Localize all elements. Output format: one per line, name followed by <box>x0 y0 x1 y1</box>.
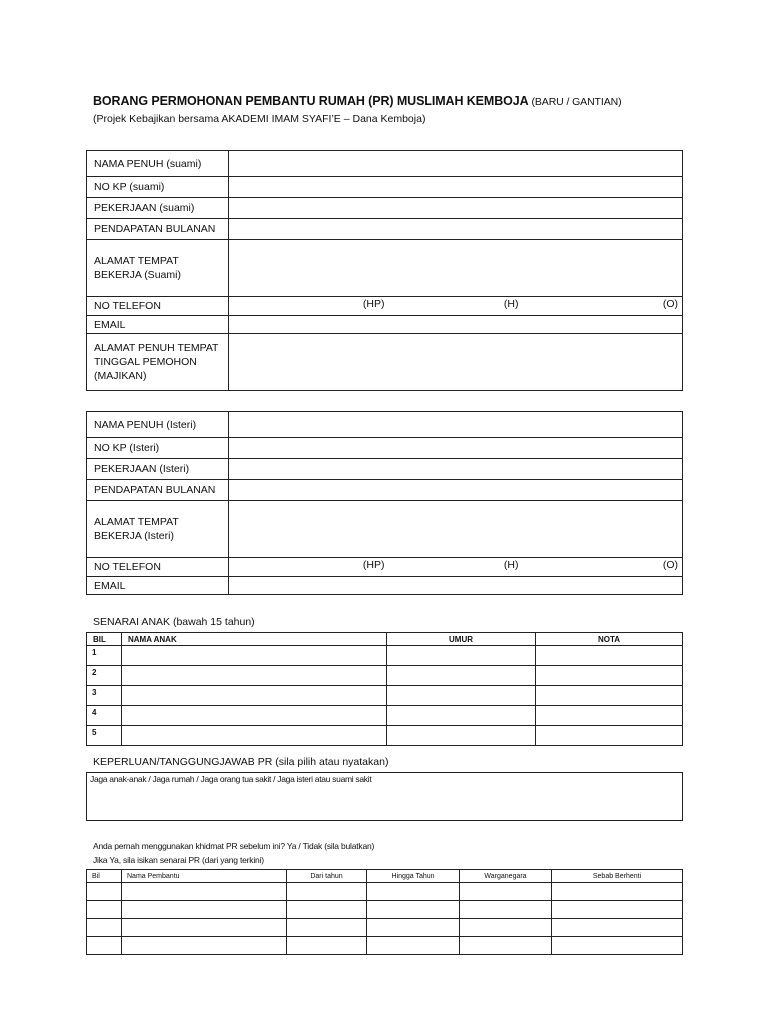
child-name-field[interactable] <box>122 706 387 726</box>
child-note-field[interactable] <box>536 646 683 666</box>
home-address-line1: ALAMAT PENUH TEMPAT <box>94 342 219 354</box>
duties-options: Jaga anak-anak / Jaga rumah / Jaga orang tua sakit / Jaga isteri atau suami sakit <box>90 774 372 784</box>
prev-reason-field[interactable] <box>552 919 683 937</box>
prev-name-field[interactable] <box>122 937 287 955</box>
prev-col-bil: Bil <box>87 870 122 883</box>
duties-section-title: KEPERLUAN/TANGGUNGJAWAB PR (sila pilih atau nyatakan) <box>93 756 389 768</box>
wife-email-field[interactable] <box>228 577 682 595</box>
table-row <box>87 901 683 919</box>
table-row <box>87 883 683 901</box>
child-note-field[interactable] <box>536 726 683 746</box>
children-table <box>86 632 683 746</box>
husband-income-field[interactable] <box>228 219 682 240</box>
child-name-field[interactable] <box>122 666 387 686</box>
table-row <box>87 666 683 686</box>
prev-to-field[interactable] <box>367 937 460 955</box>
husband-work-address-line1: ALAMAT TEMPAT <box>94 255 179 267</box>
child-note-field[interactable] <box>536 686 683 706</box>
wife-job-label: PEKERJAAN (Isteri) <box>87 459 229 480</box>
prev-col-reason: Sebab Berhenti <box>552 870 683 883</box>
husband-name-field[interactable] <box>228 151 682 177</box>
child-note-field[interactable] <box>536 706 683 726</box>
form-title-main: BORANG PERMOHONAN PEMBANTU RUMAH (PR) MUSLIMAH KEMBOJA <box>93 94 529 108</box>
wife-work-address-line2: BEKERJA (Isteri) <box>94 530 174 542</box>
prev-from-field[interactable] <box>287 937 367 955</box>
prev-col-nationality: Warganegara <box>460 870 552 883</box>
child-name-field[interactable] <box>122 646 387 666</box>
previous-helper-instruction: Jika Ya, sila isikan senarai PR (dari yang terkini) <box>93 855 264 865</box>
child-note-field[interactable] <box>536 666 683 686</box>
wife-email-label: EMAIL <box>87 577 229 595</box>
table-row <box>87 686 683 706</box>
form-title-suffix: (BARU / GANTIAN) <box>531 96 622 108</box>
husband-work-address-field[interactable] <box>228 240 682 297</box>
wife-name-label: NAMA PENUH (Isteri) <box>87 412 229 438</box>
previous-helper-question: Anda pernah menggunakan khidmat PR sebelum ini? Ya / Tidak (sila bulatkan) <box>93 841 375 851</box>
wife-phone-label: NO TELEFON <box>87 558 229 577</box>
prev-nationality-field[interactable] <box>460 937 552 955</box>
wife-name-field[interactable] <box>228 412 682 438</box>
children-col-note: NOTA <box>536 633 683 646</box>
husband-ic-field[interactable] <box>228 177 682 198</box>
prev-name-field[interactable] <box>122 883 287 901</box>
prev-bil-field[interactable] <box>87 883 122 901</box>
prev-col-to: Hingga Tahun <box>367 870 460 883</box>
husband-work-address-label <box>87 240 229 297</box>
home-address-field[interactable] <box>228 334 682 391</box>
child-name-field[interactable] <box>122 726 387 746</box>
wife-income-label: PENDAPATAN BULANAN <box>87 480 229 501</box>
husband-phone-label: NO TELEFON <box>87 297 229 316</box>
prev-from-field[interactable] <box>287 883 367 901</box>
wife-phone-field[interactable] <box>228 558 682 577</box>
prev-col-from: Dari tahun <box>287 870 367 883</box>
table-row <box>87 726 683 746</box>
prev-bil-field[interactable] <box>87 937 122 955</box>
table-row <box>87 919 683 937</box>
prev-name-field[interactable] <box>122 901 287 919</box>
home-address-label <box>87 334 229 391</box>
previous-helpers-table <box>86 869 683 955</box>
prev-reason-field[interactable] <box>552 937 683 955</box>
table-row <box>87 646 683 666</box>
phone-h-label: (H) <box>503 298 519 310</box>
children-col-age: UMUR <box>387 633 536 646</box>
prev-bil-field[interactable] <box>87 919 122 937</box>
form-subtitle: (Projek Kebajikan bersama AKADEMI IMAM SYAFI’E – Dana Kemboja) <box>93 113 426 125</box>
child-name-field[interactable] <box>122 686 387 706</box>
husband-phone-field[interactable] <box>228 297 682 316</box>
prev-to-field[interactable] <box>367 883 460 901</box>
child-age-field[interactable] <box>387 726 536 746</box>
children-col-name: NAMA ANAK <box>122 633 387 646</box>
phone-hp-label: (HP) <box>362 298 385 310</box>
children-row-number: 3 <box>87 686 122 706</box>
husband-job-label: PEKERJAAN (suami) <box>87 198 229 219</box>
husband-work-address-line2: BEKERJA (Suami) <box>94 269 181 281</box>
prev-to-field[interactable] <box>367 901 460 919</box>
prev-nationality-field[interactable] <box>460 901 552 919</box>
wife-ic-label: NO KP (Isteri) <box>87 438 229 459</box>
husband-email-field[interactable] <box>228 316 682 334</box>
wife-work-address-label <box>87 501 229 558</box>
prev-reason-field[interactable] <box>552 883 683 901</box>
child-age-field[interactable] <box>387 646 536 666</box>
prev-bil-field[interactable] <box>87 901 122 919</box>
husband-ic-label: NO KP (suami) <box>87 177 229 198</box>
prev-col-name: Nama Pembantu <box>122 870 287 883</box>
prev-nationality-field[interactable] <box>460 883 552 901</box>
prev-from-field[interactable] <box>287 901 367 919</box>
child-age-field[interactable] <box>387 706 536 726</box>
wife-ic-field[interactable] <box>228 438 682 459</box>
children-row-number: 1 <box>87 646 122 666</box>
prev-reason-field[interactable] <box>552 901 683 919</box>
wife-work-address-field[interactable] <box>228 501 682 558</box>
phone-o-label: (O) <box>662 298 679 310</box>
husband-income-label: PENDAPATAN BULANAN <box>87 219 229 240</box>
prev-name-field[interactable] <box>122 919 287 937</box>
home-address-line3: (MAJIKAN) <box>94 370 147 382</box>
children-col-bil: BIL <box>87 633 122 646</box>
table-row <box>87 937 683 955</box>
phone-h-label: (H) <box>503 559 519 571</box>
form-title <box>93 94 621 108</box>
home-address-line2: TINGGAL PEMOHON <box>94 356 197 368</box>
husband-job-field[interactable] <box>228 198 682 219</box>
husband-info-table <box>86 150 683 391</box>
phone-o-label: (O) <box>662 559 679 571</box>
husband-name-label: NAMA PENUH (suami) <box>87 151 229 177</box>
prev-nationality-field[interactable] <box>460 919 552 937</box>
children-row-number: 2 <box>87 666 122 686</box>
children-row-number: 4 <box>87 706 122 726</box>
wife-job-field[interactable] <box>228 459 682 480</box>
child-age-field[interactable] <box>387 686 536 706</box>
phone-hp-label: (HP) <box>362 559 385 571</box>
prev-from-field[interactable] <box>287 919 367 937</box>
child-age-field[interactable] <box>387 666 536 686</box>
children-row-number: 5 <box>87 726 122 746</box>
duties-box[interactable] <box>86 772 683 821</box>
wife-work-address-line1: ALAMAT TEMPAT <box>94 516 179 528</box>
husband-email-label: EMAIL <box>87 316 229 334</box>
table-row <box>87 706 683 726</box>
wife-info-table <box>86 411 683 595</box>
wife-income-field[interactable] <box>228 480 682 501</box>
prev-to-field[interactable] <box>367 919 460 937</box>
children-section-title: SENARAI ANAK (bawah 15 tahun) <box>93 616 255 628</box>
